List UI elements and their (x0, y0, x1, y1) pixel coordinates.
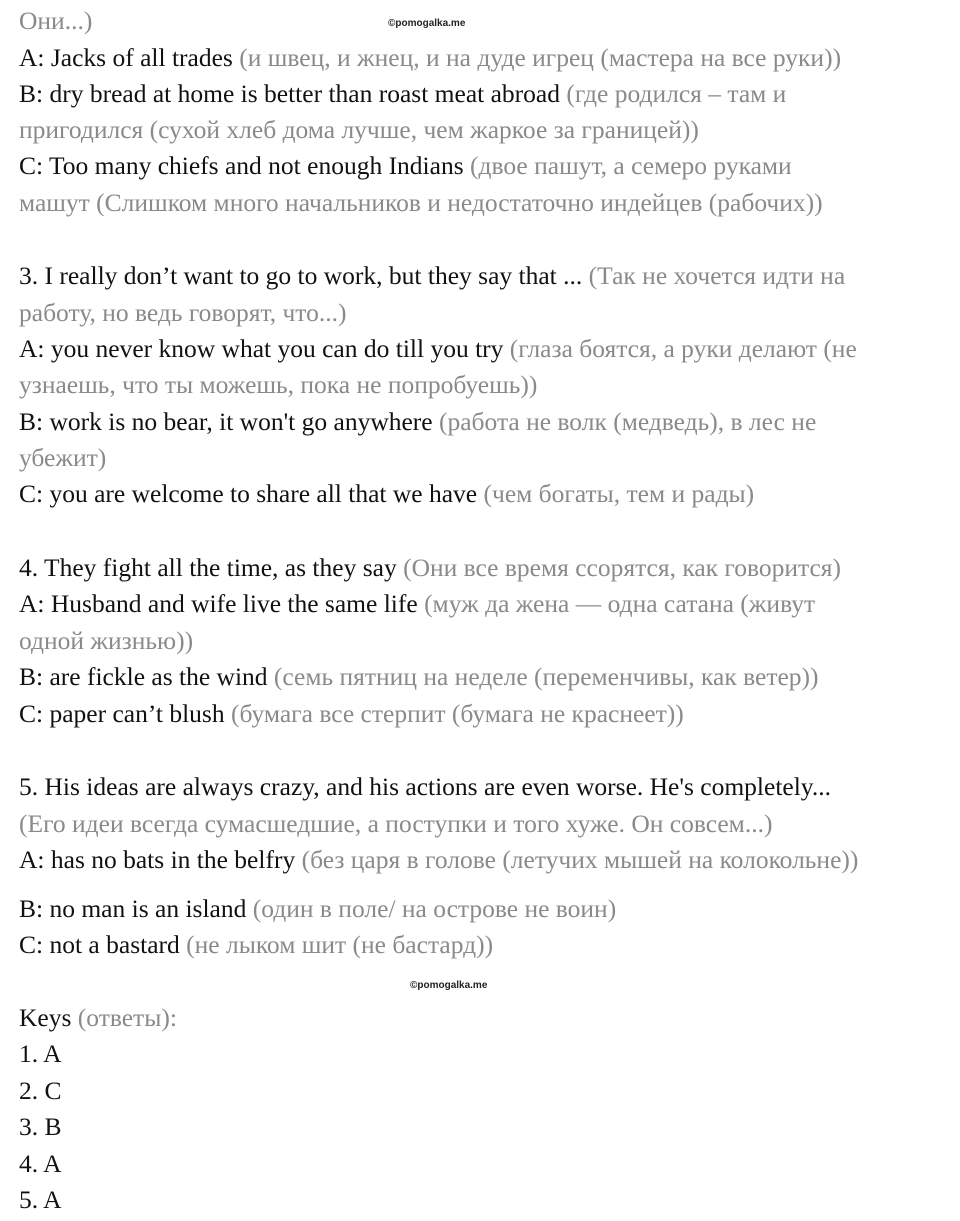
keys-heading (19, 1003, 177, 1033)
english-text: 4. They fight all the time, as they say (19, 553, 404, 582)
english-text: 5. A (19, 1185, 62, 1214)
question-4 (19, 553, 841, 583)
english-text: 1. A (19, 1039, 62, 1068)
question-5 (19, 772, 831, 802)
russian-translation: (один в поле/ на острове не воин) (252, 894, 617, 923)
russian-translation: (глаза боятся, а руки делают (не (509, 334, 857, 363)
text-line (19, 188, 823, 218)
key-answer (19, 1076, 62, 1106)
key-answer (19, 1185, 62, 1215)
english-text: 3. I really don’t want to go to work, but they say that ... (19, 261, 589, 290)
text-line (19, 443, 106, 473)
russian-translation: (муж да жена — одна сатана (живут (424, 589, 816, 618)
english-text: C: you are welcome to share all that we have (19, 479, 484, 508)
russian-translation: одной жизнью)) (19, 626, 194, 655)
russian-translation: (семь пятниц на неделе (переменчивы, как ветер)) (273, 662, 819, 691)
english-text: C: paper can’t blush (19, 699, 231, 728)
russian-translation: (Его идеи всегда сумасшедшие, а поступки и того хуже. Он совсем...) (19, 809, 773, 838)
text-line (19, 370, 537, 400)
answer-option (19, 479, 754, 509)
english-text: B: work is no bear, it won't go anywhere (19, 407, 439, 436)
text-line (19, 298, 346, 328)
english-text: A: Jacks of all trades (19, 43, 240, 72)
russian-translation: (двое пашут, а семеро руками (470, 151, 792, 180)
russian-translation: (и швец, и жнец, и на дуде игрец (мастера на все руки)) (239, 43, 842, 72)
russian-translation: машут (Слишком много начальников и недостаточно индейцев (рабочих)) (19, 188, 823, 217)
english-text: 3. B (19, 1112, 62, 1141)
english-text: 4. A (19, 1149, 62, 1178)
english-text: Keys (19, 1003, 78, 1032)
answer-option (19, 43, 841, 73)
english-text: B: are fickle as the wind (19, 662, 274, 691)
text-line (19, 6, 92, 36)
russian-translation: (где родился – там и (566, 79, 787, 108)
watermark-top: ©pomogalka.me (388, 18, 466, 29)
key-answer (19, 1149, 62, 1179)
english-text: C: Too many chiefs and not enough Indians (19, 151, 471, 180)
english-text: A: has no bats in the belfry (19, 845, 302, 874)
russian-translation: Они...) (19, 6, 93, 35)
answer-option (19, 930, 493, 960)
key-answer (19, 1112, 62, 1142)
russian-translation: (не лыком шит (не бастард)) (186, 930, 494, 959)
key-answer (19, 1039, 62, 1069)
english-text: A: Husband and wife live the same life (19, 589, 425, 618)
text-line (19, 809, 772, 839)
russian-translation: (работа не волк (медведь), в лес не (439, 407, 817, 436)
text-line (19, 115, 699, 145)
answer-option (19, 334, 857, 364)
russian-translation: работу, но ведь говорят, что...) (19, 298, 347, 327)
answer-option (19, 662, 819, 692)
answer-option (19, 151, 792, 181)
answer-option (19, 699, 684, 729)
russian-translation: пригодился (сухой хлеб дома лучше, чем жаркое за границей)) (19, 115, 699, 144)
russian-translation: (бумага все стерпит (бумага не краснеет)) (230, 699, 684, 728)
answer-option (19, 79, 786, 109)
watermark-middle: ©pomogalka.me (410, 980, 488, 991)
russian-translation: узнаешь, что ты можешь, пока не попробуешь)) (19, 370, 538, 399)
answer-option (19, 845, 858, 875)
russian-translation: (Они все время ссорятся, как говорится) (403, 553, 841, 582)
answer-option (19, 894, 616, 924)
russian-translation: (Так не хочется идти на (588, 261, 846, 290)
question-3 (19, 261, 845, 291)
english-text: B: dry bread at home is better than roast meat abroad (19, 79, 567, 108)
english-text: 2. C (19, 1076, 62, 1105)
russian-translation: (чем богаты, тем и рады) (483, 479, 755, 508)
english-text: C: not a bastard (19, 930, 187, 959)
english-text: 5. His ideas are always crazy, and his actions are even worse. He's completely... (19, 772, 832, 801)
english-text: A: you never know what you can do till you try (19, 334, 510, 363)
answer-option (19, 407, 816, 437)
english-text: B: no man is an island (19, 894, 253, 923)
answer-option (19, 589, 815, 619)
russian-translation: (без царя в голове (летучих мышей на колокольне)) (301, 845, 859, 874)
text-line (19, 626, 193, 656)
russian-translation: убежит) (19, 443, 107, 472)
russian-translation: (ответы): (77, 1003, 177, 1032)
